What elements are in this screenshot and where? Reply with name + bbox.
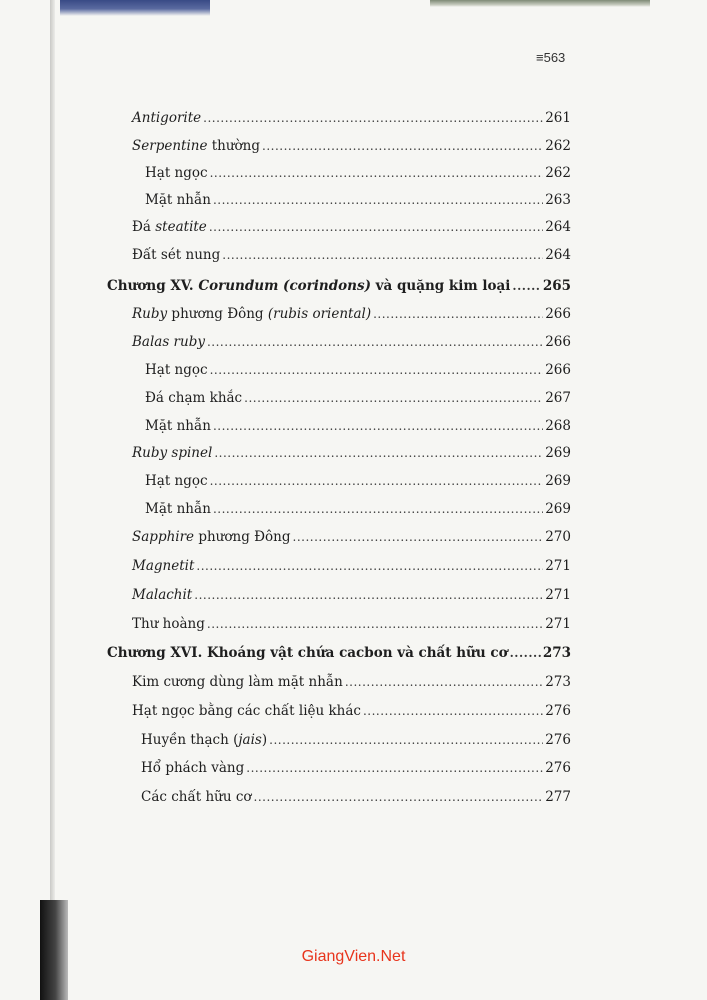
toc-entry: [145, 163, 571, 183]
toc-entry-label: Đá chạm khắc: [145, 390, 243, 406]
toc-entry-page: 276: [545, 732, 571, 748]
toc-entry-page: 262: [545, 138, 571, 154]
toc-entry-label: Thư hoàng: [132, 616, 205, 632]
toc-entry-page: 265: [542, 278, 571, 294]
toc-entry-label: Huyền thạch (jais): [141, 732, 268, 748]
toc-entry-page: 277: [545, 789, 571, 805]
toc-entry-page: 266: [545, 362, 571, 378]
toc-entry-page: 269: [545, 473, 571, 489]
toc-entry: [145, 190, 571, 210]
leader-dots: [213, 499, 543, 519]
toc-entry: [132, 217, 571, 237]
toc-entry-label: Balas ruby: [132, 334, 205, 350]
toc-entry-label: Ruby phương Đông (rubis oriental): [132, 306, 372, 322]
toc-entry-page: 269: [545, 445, 571, 461]
toc-entry-page: 276: [545, 703, 571, 719]
leader-dots: [246, 758, 543, 778]
toc-entry: [132, 556, 571, 576]
toc-entry-page: 276: [545, 760, 571, 776]
leader-dots: [262, 136, 543, 156]
leader-dots: [210, 360, 544, 380]
leader-dots: [363, 701, 543, 721]
leader-dots: [254, 787, 544, 807]
toc-entry: [132, 527, 571, 547]
toc-entry-label: Serpentine thường: [132, 138, 261, 154]
toc-entry-page: 267: [545, 390, 571, 406]
toc-entry-label: Malachit: [132, 587, 193, 603]
toc-entry-label: Kim cương dùng làm mặt nhẫn: [132, 674, 343, 690]
toc-entry-label: Sapphire phương Đông: [132, 529, 291, 545]
toc-entry-page: 264: [545, 247, 571, 263]
leader-dots: [512, 276, 540, 296]
leader-dots: [210, 163, 544, 183]
toc-entry: [132, 108, 571, 128]
toc-entry: [145, 360, 571, 380]
toc-entry: [132, 136, 571, 156]
toc-entry-page: 273: [545, 674, 571, 690]
toc-entry: [132, 245, 571, 265]
toc-entry: [141, 758, 571, 778]
leader-dots: [345, 672, 543, 692]
leader-dots: [293, 527, 544, 547]
leader-dots: [213, 416, 543, 436]
toc-entry: [141, 730, 571, 750]
toc-entry-page: 262: [545, 165, 571, 181]
watermark: GiangVien.Net: [301, 948, 406, 965]
toc-entry-label: Hổ phách vàng: [141, 760, 245, 776]
toc-entry: [145, 416, 571, 436]
toc-entry-page: 271: [545, 558, 571, 574]
toc-entry-label: Mặt nhẫn: [145, 418, 211, 434]
toc-entry: [132, 585, 571, 605]
leader-dots: [213, 190, 543, 210]
toc-entry-page: 261: [545, 110, 571, 126]
leader-dots: [214, 443, 543, 463]
toc-entry-page: 264: [545, 219, 571, 235]
toc-entry-page: 269: [545, 501, 571, 517]
toc-entry-label: Hạt ngọc: [145, 473, 208, 489]
toc-entry-label: Antigorite: [132, 110, 202, 126]
toc-entry-page: 273: [542, 645, 571, 661]
toc-entry-label: Đá steatite: [132, 219, 207, 235]
toc-chapter-entry: [107, 643, 571, 663]
leader-dots: [203, 108, 543, 128]
toc-entry: [132, 332, 571, 352]
leader-dots: [196, 556, 543, 576]
toc-entry: [145, 499, 571, 519]
toc-entry: [132, 304, 571, 324]
leader-dots: [207, 614, 543, 634]
toc-entry-page: 266: [545, 306, 571, 322]
page-number: ≡563: [536, 50, 566, 65]
leader-dots: [510, 643, 541, 663]
toc-entry-page: 268: [545, 418, 571, 434]
leader-dots: [373, 304, 543, 324]
leader-dots: [210, 471, 544, 491]
toc-entry-label: Chương XVI. Khoáng vật chứa cacbon và chất hữu cơ: [107, 645, 508, 661]
toc-entry: [145, 388, 571, 408]
leader-dots: [209, 217, 543, 237]
toc-entry-label: Chương XV. Corundum (corindons) và quặng kim loại: [107, 278, 511, 294]
toc-entry: [145, 471, 571, 491]
toc-entry-label: Mặt nhẫn: [145, 501, 211, 517]
toc-entry: [132, 701, 571, 721]
toc-entry-label: Hạt ngọc bằng các chất liệu khác: [132, 703, 361, 719]
toc-entry-label: Hạt ngọc: [145, 165, 208, 181]
toc-entry-page: 263: [545, 192, 571, 208]
toc-entry-page: 266: [545, 334, 571, 350]
toc-entry: [132, 443, 571, 463]
toc-chapter-entry: [107, 276, 571, 296]
leader-dots: [194, 585, 543, 605]
toc-entry-page: 271: [545, 587, 571, 603]
toc-entry-label: Các chất hữu cơ: [141, 789, 252, 805]
leader-dots: [269, 730, 543, 750]
toc-entry-label: Đất sét nung: [132, 247, 221, 263]
toc-entry-label: Hạt ngọc: [145, 362, 208, 378]
toc-entry: [141, 787, 571, 807]
toc-entry-label: Mặt nhẫn: [145, 192, 211, 208]
leader-dots: [222, 245, 543, 265]
leader-dots: [207, 332, 543, 352]
leader-dots: [244, 388, 543, 408]
toc-entry: [132, 614, 571, 634]
toc-entry: [132, 672, 571, 692]
toc-entry-label: Magnetit: [132, 558, 195, 574]
toc-entry-page: 270: [545, 529, 571, 545]
toc-entry-label: Ruby spinel: [132, 445, 213, 461]
toc-entry-page: 271: [545, 616, 571, 632]
